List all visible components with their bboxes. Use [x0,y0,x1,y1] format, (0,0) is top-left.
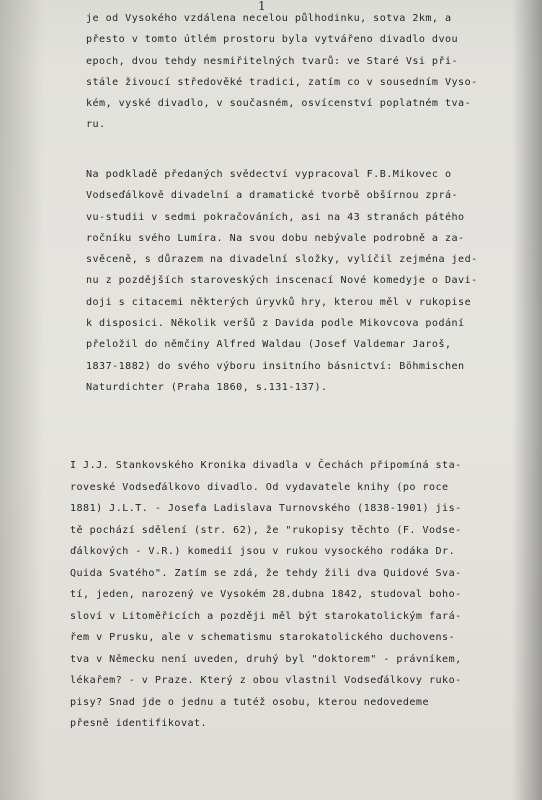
text-line: k disposici. Několik veršů z Davida podle Mikovcova podání [86,318,465,330]
page-shadow-left [0,0,44,800]
text-line: I J.J. Stankovského Kronika divadla v Čechách připomíná sta- [70,460,462,471]
text-line: lékařem? - v Praze. Který z obou vlastnil Vodseďálkovy ruko- [70,675,462,686]
paragraph-2 [86,164,494,398]
paragraph-1 [86,8,494,136]
text-line: přesně identifikovat. [70,718,208,729]
text-line: kém, vyské divadlo, v současném, osvícenství poplatném tva- [86,98,472,110]
text-line: Quida Svatého". Zatím se zdá, že tehdy žili dva Quidové Sva- [70,567,462,579]
page-number: 1 [258,0,266,13]
page-shadow-right [512,0,542,800]
text-line: tí, jeden, narozený ve Vysokém 28.dubna 1842, studoval boho- [70,589,462,600]
text-line: Vodseďálkově divadelní a dramatické tvorbě obšírnou zprá- [86,190,459,202]
text-line: přesto v tomto útlém prostoru byla vytvářeno divadlo dvou [86,34,459,46]
text-line: Naturdichter (Praha 1860, s.131-137). [86,381,328,393]
text-line: epoch, dvou tehdy nesmiřitelných tvarů: ve Staré Vsi při- [86,55,459,67]
text-line: sloví v Litoměřicích a později měl být starokatolickým fará- [70,610,462,622]
text-line: roveské Vodseďálkovo divadlo. Od vydavatele knihy (po roce [70,481,449,493]
text-line: je od Vysokého vzdálena necelou půlhodinku, sotva 2km, a [86,13,452,24]
text-line: tva v Německu není uveden, druhý byl "doktorem" - právníkem, [70,653,462,665]
text-line: 1837-1882) do svého výboru insitního básnictví: Böhmischen [86,360,465,372]
text-line: svěceně, s důrazem na divadelní složky, vylíčil zejména jed- [86,254,478,266]
text-line: nu z pozdějších staroveských inscenací Nové komedyje o Davi- [86,275,478,287]
text-line: řem v Prusku, ale v schematismu starokatolického duchovens- [70,632,456,643]
text-line: ďálkových - V.R.) komedií jsou v rukou vysockého rodáka Dr. [70,546,456,557]
text-line: 1881) J.L.T. - Josefa Ladislava Turnovského (1838-1901) jis- [70,503,462,514]
text-line: doji s citacemi některých úryvků hry, kterou měl v rukopise [86,296,472,308]
text-line: Na podkladě předaných svědectví vypracoval F.B.Mikovec o [86,169,452,180]
text-line: stále živoucí středověké tradici, zatím co v sousedním Vyso- [86,76,478,88]
text-line: přeložil do němčiny Alfred Waldau (Josef Valdemar Jaroš, [86,339,452,351]
paragraph-3 [70,455,500,735]
text-line: ru. [86,119,106,131]
text-line: pisy? Snad jde o jednu a tutéž osobu, kterou nedovedeme [70,696,429,708]
text-line: ročníku svého Lumíra. Na svou dobu nebývale podrobně a za- [86,232,465,244]
text-line: vu-studii v sedmi pokračováních, asi na 43 stranách pátého [86,211,465,223]
text-line: tě pochází sdělení (str. 62), že "rukopisy těchto (F. Vodse- [70,524,462,536]
